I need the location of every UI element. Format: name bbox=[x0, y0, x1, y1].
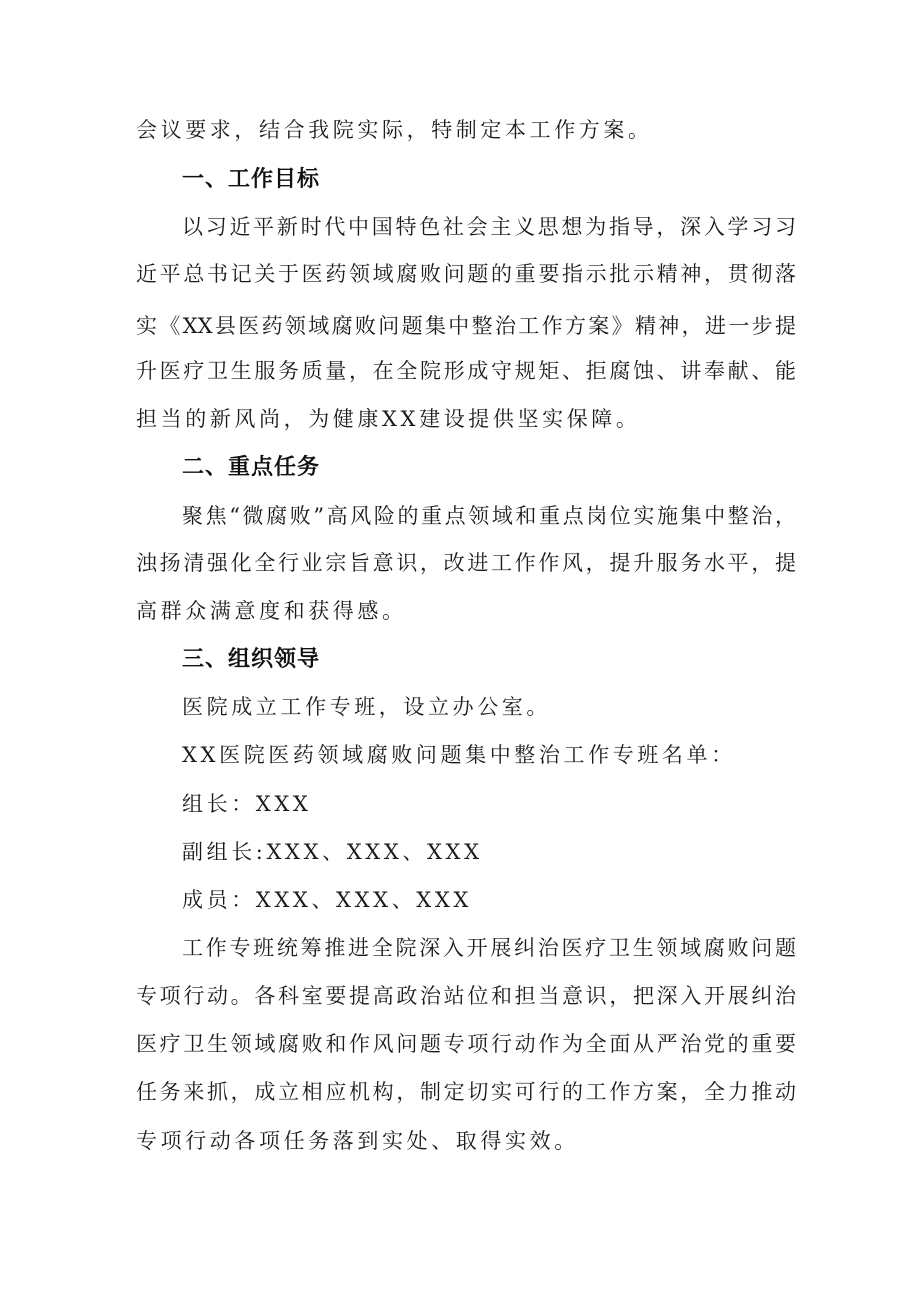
paragraph-line: 工作专班统筹推进全院深入开展纠治医疗卫生领域腐败问题 bbox=[182, 936, 796, 960]
paragraph-line: 聚焦“微腐败”高风险的重点领域和重点岗位实施集中整治， bbox=[182, 504, 796, 528]
paragraph-line: 担当的新风尚，为健康XX建设提供坚实保障。 bbox=[136, 407, 641, 431]
section-heading-key-tasks: 二、重点任务 bbox=[182, 455, 321, 480]
roster-deputy-line: 副组长:XXX、XXX、XXX bbox=[182, 840, 483, 864]
paragraph-line: 专项行动。各科室要提高政治站位和担当意识，把深入开展纠治 bbox=[136, 984, 796, 1008]
paragraph-line: 医疗卫生领域腐败和作风问题专项行动作为全面从严治党的重要 bbox=[136, 1032, 796, 1056]
paragraph-line: 实《XX县医药领域腐败问题集中整治工作方案》精神，进一步提 bbox=[136, 314, 796, 338]
roster-title-line: XX医院医药领域腐败问题集中整治工作专班名单： bbox=[182, 743, 736, 767]
section-heading-leadership: 三、组织领导 bbox=[182, 647, 321, 672]
roster-leader-line: 组长：XXX bbox=[182, 792, 312, 816]
paragraph-line: 浊扬清强化全行业宗旨意识，改进工作作风，提升服务水平，提 bbox=[136, 551, 796, 575]
paragraph-line: 高群众满意度和获得感。 bbox=[136, 599, 407, 623]
paragraph-line: 升医疗卫生服务质量，在全院形成守规矩、拒腐蚀、讲奉献、能 bbox=[136, 359, 796, 383]
paragraph-line: 近平总书记关于医药领域腐败问题的重要指示批示精神，贯彻落 bbox=[136, 262, 796, 286]
paragraph-line: 以习近平新时代中国特色社会主义思想为指导，深入学习习 bbox=[182, 215, 796, 239]
roster-members-line: 成员：XXX、XXX、XXX bbox=[182, 888, 472, 912]
intro-tail-line: 会议要求，结合我院实际，特制定本工作方案。 bbox=[136, 118, 653, 142]
paragraph-line: 专项行动各项任务落到实处、取得实效。 bbox=[136, 1129, 579, 1153]
paragraph-line: 医院成立工作专班，设立办公室。 bbox=[182, 695, 551, 719]
paragraph-line: 任务来抓，成立相应机构，制定切实可行的工作方案，全力推动 bbox=[136, 1080, 796, 1104]
section-heading-goals: 一、工作目标 bbox=[182, 167, 321, 192]
